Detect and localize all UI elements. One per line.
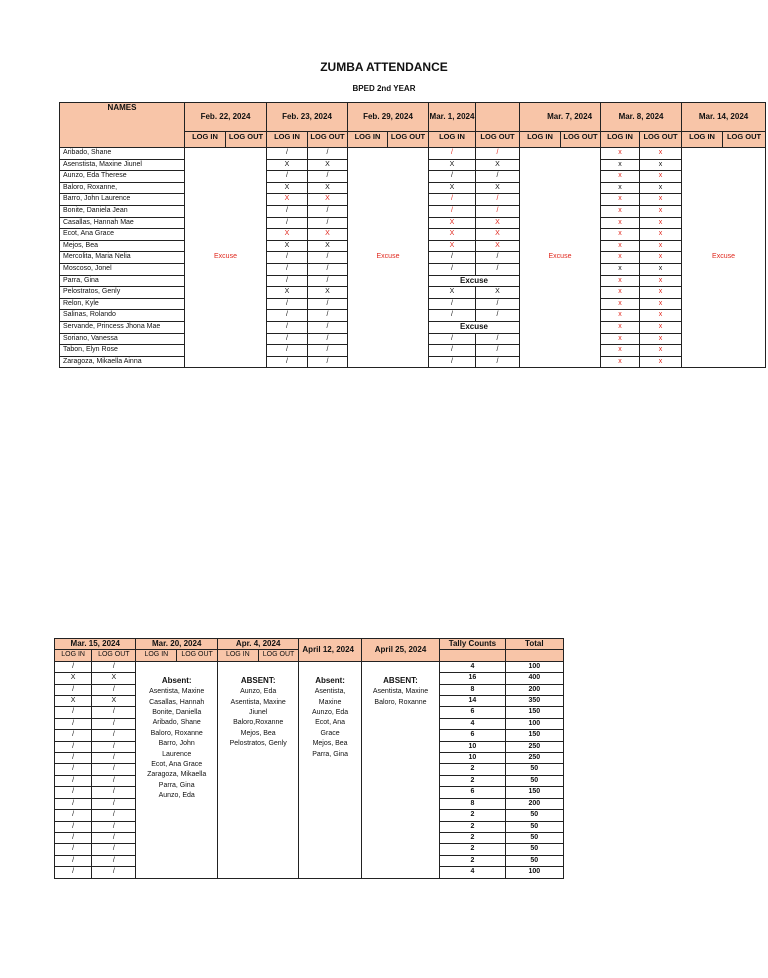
mark-cell: x: [601, 356, 640, 368]
absent-name: Asentista, Maxine: [149, 688, 205, 696]
mark-cell: /: [429, 310, 476, 322]
log-out-header: LOG OUT: [640, 132, 682, 148]
mark-cell: /: [92, 855, 136, 866]
absent-title: ABSENT:: [383, 675, 418, 685]
mark-cell: x: [601, 275, 640, 287]
tally-cell: 4: [440, 867, 505, 878]
absent-name: Mejos, Bea: [312, 740, 348, 748]
date-header: Mar. 15, 2024: [55, 639, 136, 650]
total-cell: 150: [505, 730, 563, 741]
total-cell: 200: [505, 684, 563, 695]
date-header: Apr. 4, 2024: [217, 639, 298, 650]
student-name: Relon, Kyle: [60, 298, 185, 310]
mark-cell: x: [640, 287, 682, 299]
student-name: Mejos, Bea: [60, 240, 185, 252]
tally-cell: 4: [440, 661, 505, 672]
mark-cell: /: [476, 345, 520, 357]
mark-cell: /: [92, 832, 136, 843]
tally-cell: 2: [440, 810, 505, 821]
mark-cell: /: [55, 718, 92, 729]
absent-name: Jiunel: [249, 709, 268, 717]
mark-cell: x: [601, 217, 640, 229]
student-name: Bonite, Daniela Jean: [60, 205, 185, 217]
mark-cell: /: [429, 252, 476, 264]
absent-name: Mejos, Bea: [240, 729, 276, 737]
tally-cell: 16: [440, 673, 505, 684]
mark-cell: /: [55, 753, 92, 764]
log-in-header: LOG IN: [682, 132, 723, 148]
absent-name: Asentista,: [314, 688, 346, 696]
absent-name: Maxine: [318, 698, 342, 706]
attendance-table-2: [54, 638, 564, 879]
tally-cell: 2: [440, 832, 505, 843]
date-header: Mar. 14, 2024: [682, 103, 766, 132]
absent-name: Ecot, Ana Grace: [151, 761, 203, 769]
log-in-header: LOG IN: [55, 650, 92, 661]
mark-cell: /: [92, 775, 136, 786]
log-in-header: LOG IN: [520, 132, 561, 148]
student-name: Casallas, Hannah Mae: [60, 217, 185, 229]
mark-cell: X: [267, 287, 308, 299]
total-cell: 50: [505, 832, 563, 843]
tally-cell: 4: [440, 718, 505, 729]
date-header: Feb. 22, 2024: [185, 103, 267, 132]
tally-cell: 6: [440, 730, 505, 741]
mark-cell: X: [267, 240, 308, 252]
mark-cell: /: [267, 298, 308, 310]
table-row: [55, 661, 564, 672]
mark-cell: /: [267, 333, 308, 345]
total-cell: 350: [505, 696, 563, 707]
total-cell: 250: [505, 741, 563, 752]
student-name: Soriano, Vanessa: [60, 333, 185, 345]
mark-cell: /: [476, 356, 520, 368]
mark-cell: /: [55, 810, 92, 821]
log-in-header: LOG IN: [348, 132, 388, 148]
mark-cell: x: [601, 205, 640, 217]
tally-cell: 6: [440, 787, 505, 798]
mark-cell: /: [476, 310, 520, 322]
mark-cell: /: [55, 798, 92, 809]
mark-cell: x: [640, 321, 682, 333]
mark-cell: /: [429, 171, 476, 183]
absent-name: Grace: [320, 729, 340, 737]
mark-cell: /: [476, 148, 520, 160]
mark-cell: X: [55, 673, 92, 684]
mark-cell: x: [601, 321, 640, 333]
mark-cell: x: [601, 194, 640, 206]
student-name: Asenstista, Maxine Jiunel: [60, 159, 185, 171]
student-name: Zaragoza, Mikaella Ainna: [60, 356, 185, 368]
absent-name: Aribado, Shane: [152, 719, 201, 727]
mark-cell: /: [476, 194, 520, 206]
mark-cell: x: [640, 310, 682, 322]
mark-cell: X: [429, 240, 476, 252]
mark-cell: X: [476, 287, 520, 299]
mark-cell: X: [308, 194, 348, 206]
log-out-header: LOG OUT: [226, 132, 267, 148]
mark-cell: X: [267, 159, 308, 171]
excuse-cell: Excuse: [348, 148, 429, 368]
mark-cell: x: [640, 217, 682, 229]
log-out-header: LOG OUT: [561, 132, 601, 148]
mark-cell: x: [601, 287, 640, 299]
mark-cell: X: [476, 182, 520, 194]
mark-cell: /: [92, 867, 136, 878]
mark-cell: x: [640, 159, 682, 171]
log-in-header: LOG IN: [429, 132, 476, 148]
mark-cell: /: [55, 707, 92, 718]
mark-cell: /: [267, 356, 308, 368]
absent-list: [361, 661, 439, 878]
mark-cell: /: [55, 730, 92, 741]
absent-title: Absent:: [315, 675, 345, 685]
mark-cell: /: [308, 356, 348, 368]
date-header: Mar. 20, 2024: [136, 639, 217, 650]
mark-cell: /: [429, 205, 476, 217]
mark-cell: /: [92, 661, 136, 672]
absent-name: Baloro, Roxanne: [374, 698, 427, 706]
tally-cell: 2: [440, 775, 505, 786]
mark-cell: /: [92, 730, 136, 741]
mark-cell: X: [476, 240, 520, 252]
mark-cell: /: [429, 194, 476, 206]
mark-cell: x: [640, 298, 682, 310]
absent-name: Parra, Gina: [158, 781, 195, 789]
log-in-header: LOG IN: [136, 650, 177, 660]
student-name: Moscoso, Jonel: [60, 263, 185, 275]
total-cell: 400: [505, 673, 563, 684]
log-in-header: LOG IN: [218, 650, 259, 660]
date-header: April 12, 2024: [299, 639, 361, 662]
mark-cell: /: [308, 275, 348, 287]
mark-cell: /: [267, 263, 308, 275]
mark-cell: x: [601, 298, 640, 310]
absent-name: Aunzo, Eda: [311, 709, 349, 717]
mark-cell: /: [55, 775, 92, 786]
mark-cell: /: [267, 171, 308, 183]
names-header: NAMES: [60, 103, 185, 148]
mark-cell: X: [308, 159, 348, 171]
tally-cell: 14: [440, 696, 505, 707]
mark-cell: X: [308, 229, 348, 241]
page-subtitle: BPED 2nd YEAR: [352, 84, 416, 93]
absent-list: [299, 661, 361, 878]
log-in-header: LOG IN: [267, 132, 308, 148]
student-name: Aribado, Shane: [60, 148, 185, 160]
date-header: Mar. 8, 2024: [601, 103, 682, 132]
mark-cell: /: [476, 171, 520, 183]
mark-cell: X: [429, 287, 476, 299]
total-cell: 150: [505, 707, 563, 718]
mark-cell: /: [308, 333, 348, 345]
tally-header: Tally Counts: [440, 639, 505, 650]
total-cell: 50: [505, 775, 563, 786]
mark-cell: x: [640, 345, 682, 357]
student-name: Barro, John Laurence: [60, 194, 185, 206]
mark-cell: /: [55, 844, 92, 855]
excuse-cell: Excuse: [429, 275, 520, 287]
mark-cell: /: [308, 205, 348, 217]
mark-cell: X: [429, 159, 476, 171]
mark-cell: X: [92, 673, 136, 684]
mark-cell: x: [601, 171, 640, 183]
mark-cell: X: [308, 240, 348, 252]
mark-cell: x: [640, 240, 682, 252]
mark-cell: /: [476, 298, 520, 310]
log-out-header: LOG OUT: [92, 650, 136, 661]
absent-name: Baloro,Roxanne: [233, 719, 284, 727]
mark-cell: x: [640, 148, 682, 160]
mark-cell: X: [476, 217, 520, 229]
mark-cell: x: [601, 159, 640, 171]
log-out-header: LOG OUT: [262, 651, 295, 659]
mark-cell: x: [601, 333, 640, 345]
mark-cell: /: [429, 298, 476, 310]
absent-name: Asentista, Maxine: [230, 698, 286, 706]
mark-cell: /: [429, 356, 476, 368]
mark-cell: /: [429, 345, 476, 357]
student-name: Ecot, Ana Grace: [60, 229, 185, 241]
mark-cell: /: [92, 753, 136, 764]
tally-cell: 2: [440, 764, 505, 775]
mark-cell: /: [267, 252, 308, 264]
page-title: ZUMBA ATTENDANCE: [320, 60, 448, 74]
student-name: Mercolita, Maria Nelia: [60, 252, 185, 264]
mark-cell: x: [601, 240, 640, 252]
mark-cell: /: [267, 321, 308, 333]
mark-cell: /: [308, 298, 348, 310]
mark-cell: X: [308, 182, 348, 194]
total-cell: 50: [505, 810, 563, 821]
student-name: Salinas, Rolando: [60, 310, 185, 322]
mark-cell: x: [640, 205, 682, 217]
absent-name: Pelostratos, Genly: [229, 740, 287, 748]
mark-cell: /: [92, 764, 136, 775]
student-name: Servande, Princess Jhona Mae: [60, 321, 185, 333]
mark-cell: /: [55, 684, 92, 695]
total-header: Total: [505, 639, 563, 650]
mark-cell: /: [267, 205, 308, 217]
log-in-header: LOG IN: [185, 132, 226, 148]
log-out-header: LOG OUT: [476, 132, 520, 148]
log-out-header: LOG OUT: [308, 132, 348, 148]
mark-cell: x: [601, 252, 640, 264]
mark-cell: /: [92, 810, 136, 821]
mark-cell: X: [267, 229, 308, 241]
mark-cell: /: [92, 844, 136, 855]
absent-name: Ecot, Ana: [315, 719, 346, 727]
absent-title: Absent:: [161, 675, 192, 685]
absent-name: Baloro, Roxanne: [150, 729, 203, 737]
mark-cell: /: [55, 821, 92, 832]
mark-cell: /: [92, 787, 136, 798]
mark-cell: x: [640, 171, 682, 183]
date-header: Mar. 7, 2024: [520, 103, 601, 132]
mark-cell: X: [476, 159, 520, 171]
mark-cell: X: [476, 229, 520, 241]
total-cell: 100: [505, 867, 563, 878]
mark-cell: x: [640, 275, 682, 287]
mark-cell: /: [55, 741, 92, 752]
absent-name: Bonite, Daniella: [152, 709, 202, 717]
absent-name: Laurence: [162, 750, 192, 758]
total-cell: 50: [505, 821, 563, 832]
tally-cell: 2: [440, 844, 505, 855]
mark-cell: X: [55, 696, 92, 707]
mark-cell: x: [601, 310, 640, 322]
log-in-header: LOG IN: [601, 132, 640, 148]
absent-name: Zaragoza, Mikaella: [147, 771, 207, 779]
mark-cell: /: [429, 148, 476, 160]
mark-cell: /: [92, 718, 136, 729]
mark-cell: X: [429, 217, 476, 229]
mark-cell: /: [92, 821, 136, 832]
log-out-header: LOG OUT: [723, 132, 766, 148]
mark-cell: /: [308, 310, 348, 322]
absent-name: Parra, Gina: [312, 750, 348, 758]
date-header: Mar. 1, 2024: [429, 103, 476, 132]
mark-cell: /: [55, 832, 92, 843]
total-cell: 100: [505, 661, 563, 672]
tally-cell: 2: [440, 821, 505, 832]
mark-cell: /: [308, 217, 348, 229]
date-header: Feb. 29, 2024: [348, 103, 429, 132]
mark-cell: x: [640, 263, 682, 275]
total-cell: 150: [505, 787, 563, 798]
absent-list: [136, 661, 217, 878]
total-cell: 200: [505, 798, 563, 809]
mark-cell: x: [601, 182, 640, 194]
mark-cell: /: [55, 764, 92, 775]
mark-cell: x: [601, 345, 640, 357]
mark-cell: x: [640, 229, 682, 241]
mark-cell: /: [267, 345, 308, 357]
mark-cell: /: [55, 855, 92, 866]
absent-name: Asentista, Maxine: [372, 688, 429, 696]
absent-title: ABSENT:: [240, 675, 276, 685]
mark-cell: X: [429, 229, 476, 241]
date-header: April 25, 2024: [361, 639, 439, 662]
mark-cell: /: [267, 275, 308, 287]
absent-list: [217, 661, 298, 878]
mark-cell: /: [267, 310, 308, 322]
mark-cell: x: [640, 182, 682, 194]
mark-cell: x: [601, 148, 640, 160]
mark-cell: /: [308, 345, 348, 357]
mark-cell: x: [640, 252, 682, 264]
mark-cell: /: [476, 252, 520, 264]
mark-cell: X: [267, 182, 308, 194]
attendance-table: [59, 102, 766, 368]
mark-cell: /: [92, 707, 136, 718]
mark-cell: x: [640, 333, 682, 345]
tally-cell: 10: [440, 741, 505, 752]
tally-cell: 8: [440, 798, 505, 809]
mark-cell: /: [476, 263, 520, 275]
tally-cell: 6: [440, 707, 505, 718]
excuse-cell: Excuse: [520, 148, 601, 368]
mark-cell: x: [640, 356, 682, 368]
mark-cell: X: [267, 194, 308, 206]
mark-cell: /: [55, 787, 92, 798]
mark-cell: /: [55, 661, 92, 672]
excuse-cell: Excuse: [185, 148, 267, 368]
mark-cell: /: [308, 321, 348, 333]
date-header: Feb. 23, 2024: [267, 103, 348, 132]
mark-cell: /: [308, 148, 348, 160]
total-cell: 50: [505, 844, 563, 855]
mark-cell: /: [476, 333, 520, 345]
tally-cell: 8: [440, 684, 505, 695]
log-out-header: LOG OUT: [388, 132, 429, 148]
table-row: [60, 148, 766, 160]
total-cell: 50: [505, 764, 563, 775]
log-out-header: LOG OUT: [181, 651, 213, 659]
student-name: Pelostratos, Genly: [60, 287, 185, 299]
mark-cell: /: [476, 205, 520, 217]
absent-name: Casallas, Hannah: [149, 698, 205, 706]
excuse-cell: Excuse: [429, 321, 520, 333]
mark-cell: /: [92, 798, 136, 809]
absent-name: Aunzo, Eda: [240, 688, 277, 696]
student-name: Parra, Gina: [60, 275, 185, 287]
mark-cell: /: [429, 333, 476, 345]
student-name: Tabon, Elyn Rose: [60, 345, 185, 357]
mark-cell: /: [92, 741, 136, 752]
absent-name: Aunzo, Eda: [158, 792, 195, 800]
mark-cell: X: [92, 696, 136, 707]
total-cell: 250: [505, 753, 563, 764]
tally-cell: 2: [440, 855, 505, 866]
mark-cell: /: [55, 867, 92, 878]
total-cell: 100: [505, 718, 563, 729]
student-name: Aunzo, Eda Therese: [60, 171, 185, 183]
mark-cell: X: [308, 287, 348, 299]
mark-cell: /: [429, 263, 476, 275]
mark-cell: x: [601, 229, 640, 241]
excuse-cell: Excuse: [682, 148, 766, 368]
mark-cell: x: [640, 194, 682, 206]
mark-cell: /: [308, 171, 348, 183]
mark-cell: X: [429, 182, 476, 194]
mark-cell: /: [92, 684, 136, 695]
total-cell: 50: [505, 855, 563, 866]
mark-cell: x: [601, 263, 640, 275]
tally-cell: 10: [440, 753, 505, 764]
mark-cell: /: [267, 148, 308, 160]
mark-cell: /: [308, 252, 348, 264]
mark-cell: /: [267, 217, 308, 229]
absent-name: Barro, John: [158, 740, 195, 748]
mark-cell: /: [308, 263, 348, 275]
student-name: Baloro, Roxanne,: [60, 182, 185, 194]
